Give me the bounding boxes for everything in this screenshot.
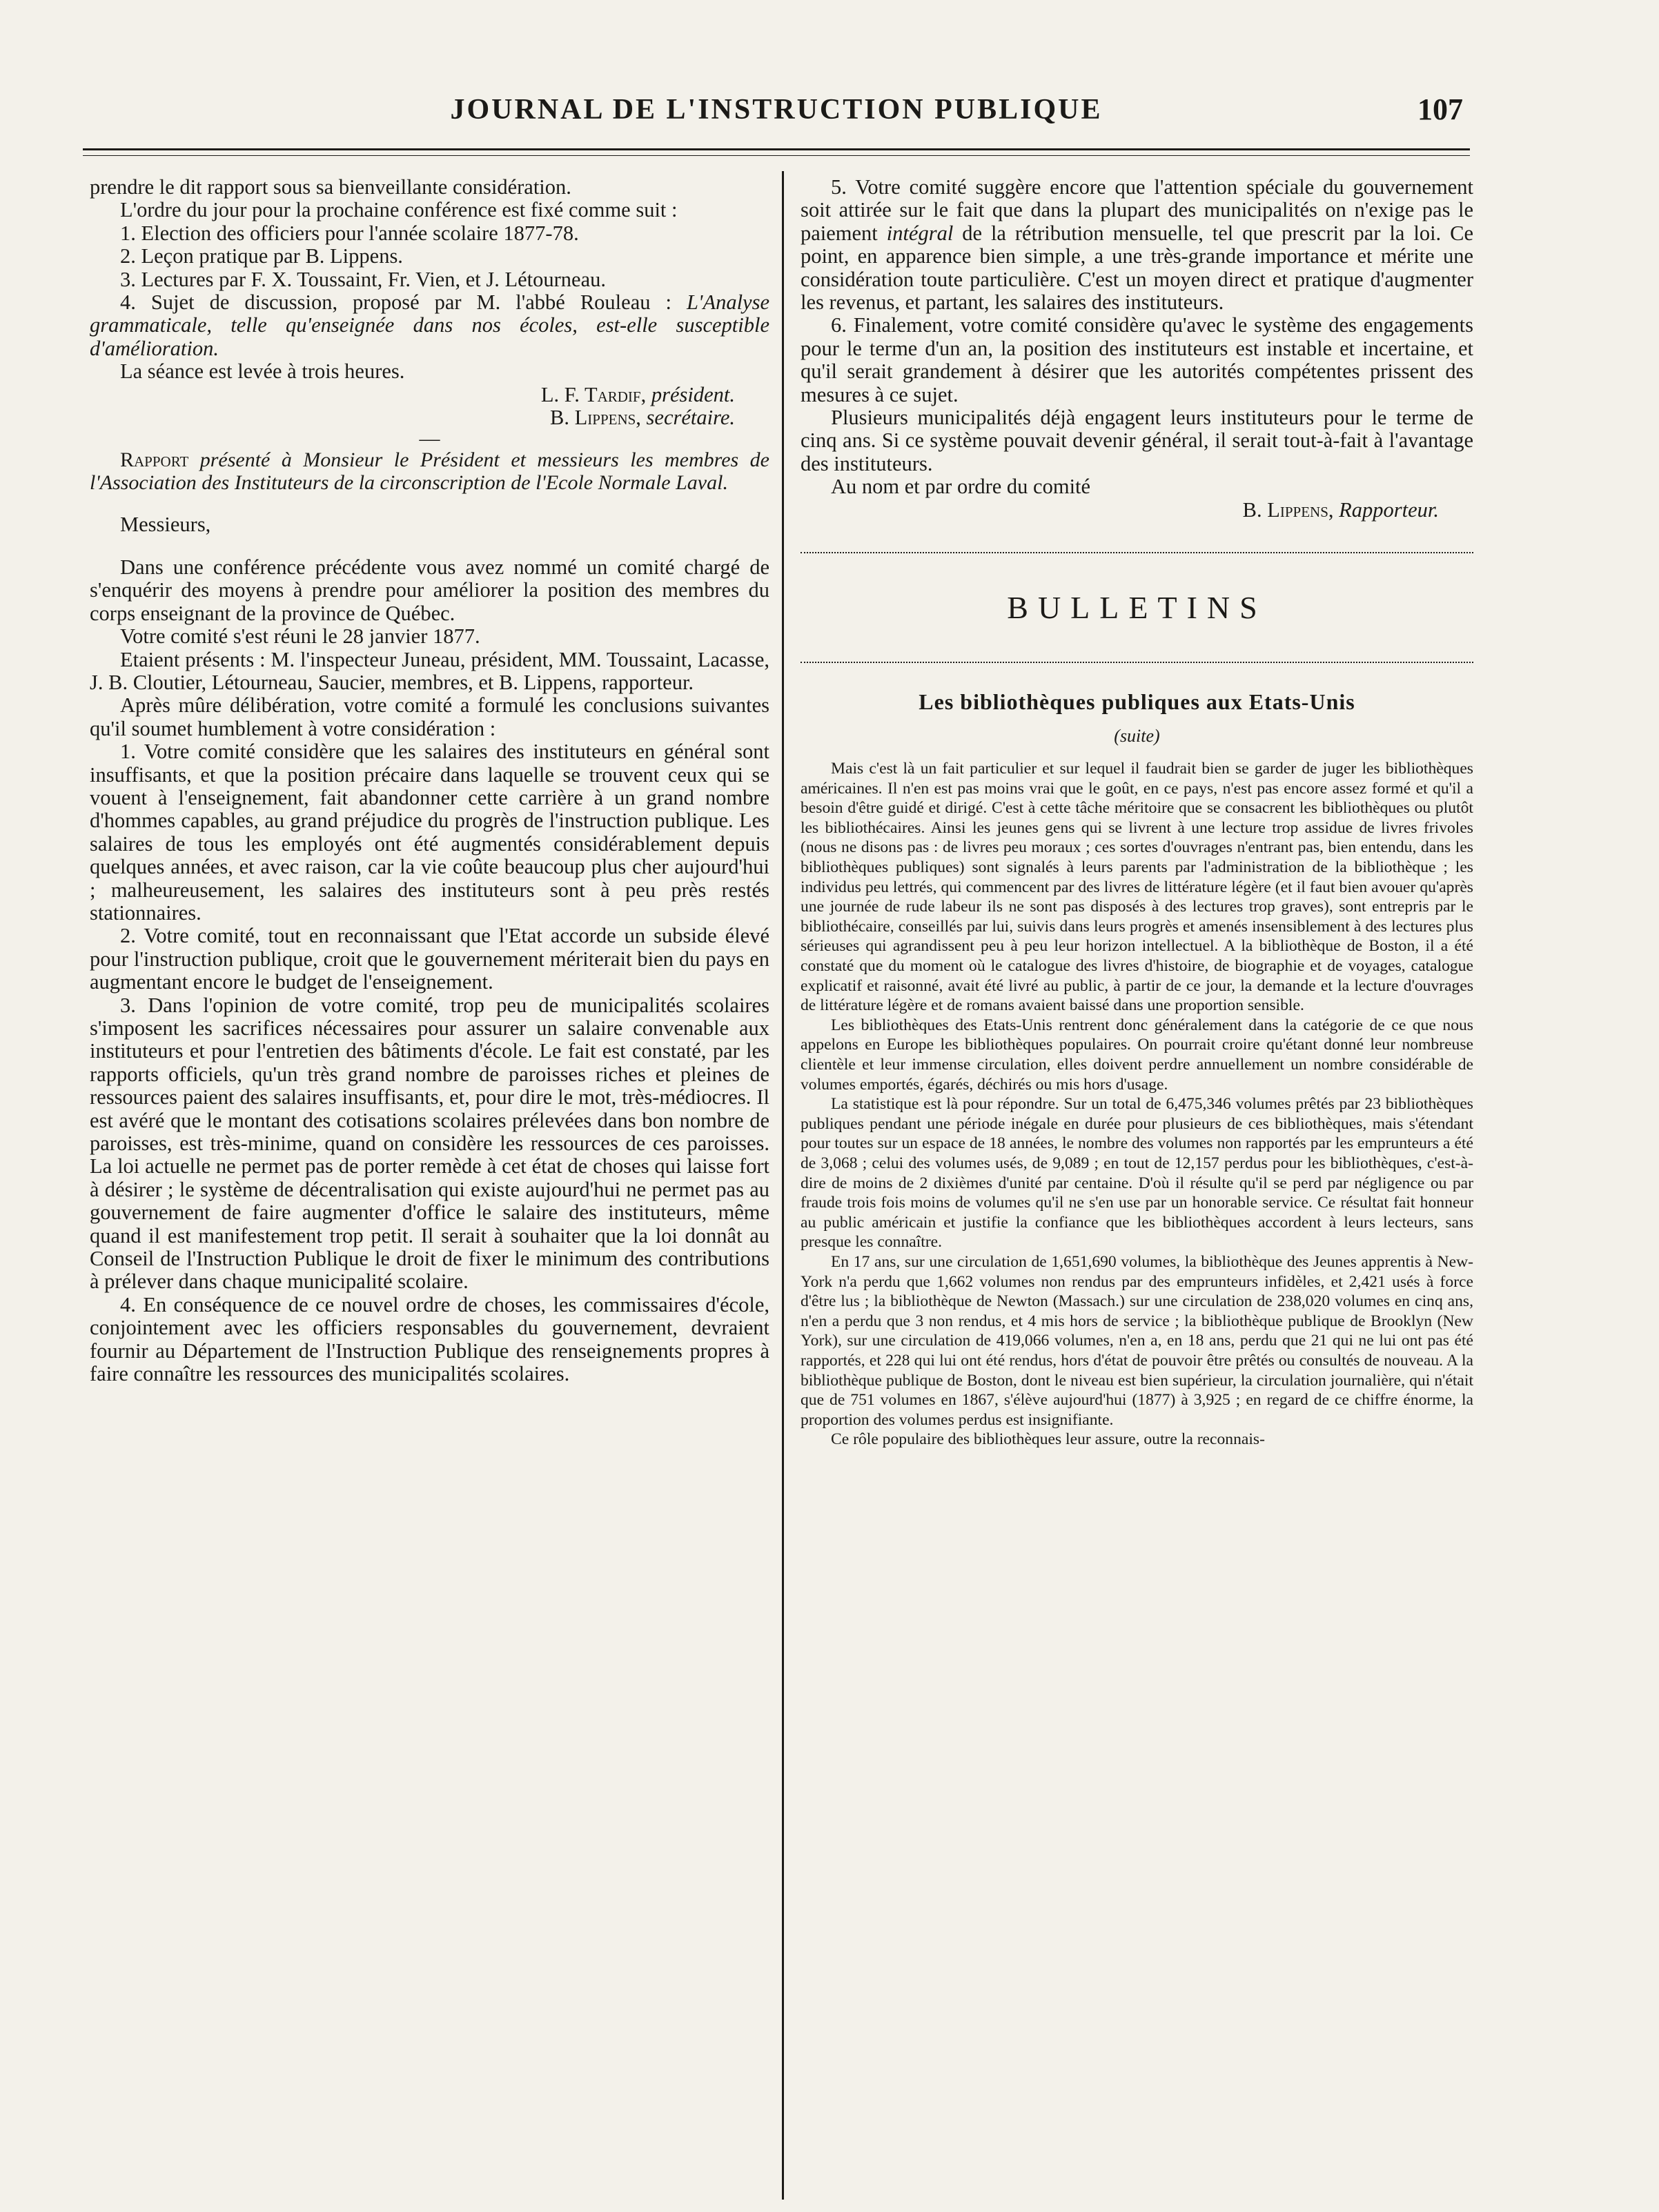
paragraph: Plusieurs municipalités déjà engagent leurs instituteurs pour le terme de cinq ans. Si ce système pouvait devenir général, il serait tout-à-fait à l'avantage des instituteurs. <box>801 406 1473 475</box>
page-header <box>83 86 1470 135</box>
text: de la rétribution mensuelle, tel que prescrit par la loi. Ce point, en apparence bien simple, a une très-grande importance et mérite une considération toute particulière. C'est un moyen direct et pratique d'augmenter les revenus, et partant, les salaires des instituteurs. <box>801 221 1473 315</box>
signature-name: L. F. Tardif, <box>540 382 647 406</box>
journal-title: JOURNAL DE L'INSTRUCTION PUBLIQUE <box>450 94 1103 126</box>
salutation: Messieurs, <box>120 513 211 537</box>
paragraph: Dans une conférence précédente vous avez nommé un comité chargé de s'enquérir des moyens à prendre pour améliorer la position des membres du corps enseignant de la province de Québec. <box>90 555 769 625</box>
article-paragraph: En 17 ans, sur une circulation de 1,651,690 volumes, la bibliothèque des Jeunes apprentis à New-York n'a perdu que 1,662 volumes non rendus par des emprunteurs infidèles, et 2,421 usés à force d'être lus ; la bibliothèque de Newton (Massach.) sur une circulation de 238,020 volumes en cinq ans, n'en a perdu que 3 non rendus, et 4 mis hors de service ; la bibliothèque publique de Brooklyn (New York), sur une circulation de 419,066 volumes, n'en a, en 18 ans, perdu que 21 qui ne lui ont pas été rapportés, et 228 qui lui ont été rendus, hors d'état de pouvoir être prêtés ou consultés de nouveau. A la bibliothèque publique de Boston, dont le niveau est bien supérieur, la circulation journalière, qui n'était que de 751 volumes en 1867, s'élève aujourd'hui (1877) à 3,925 ; en regard de ce chiffre énorme, la proportion des volumes perdus est insignifiante. <box>801 1252 1473 1429</box>
signature-secretary <box>90 406 769 429</box>
signature-name: B. Lippens, <box>1242 497 1334 522</box>
paragraph: 6. Finalement, votre comité considère qu'avec le système des engagements pour le terme d'un an, la position des instituteurs est instable et incertaine, et qu'il serait grandement à désirer que les autorités compétentes prissent des mesures à ce sujet. <box>801 313 1473 406</box>
article-title: Les bibliothèques publiques aux Etats-Unis <box>919 689 1355 715</box>
paragraph: 4. En conséquence de ce nouvel ordre de choses, les commissaires d'école, conjointement avec les officiers responsables du gouvernement, devraient fournir au Département de l'Instruction Publique des renseignements propres à faire connaître les ressources des municipalités scolaires. <box>90 1292 769 1386</box>
left-column <box>90 176 769 1386</box>
article-continued: (suite) <box>1114 726 1160 747</box>
bulletins-rule-top <box>801 552 1473 553</box>
report-heading <box>90 448 769 494</box>
page-number: 107 <box>1417 92 1463 126</box>
paragraph: prendre le dit rapport sous sa bienveillante considération. <box>90 175 571 199</box>
paragraph: 2. Leçon pratique par B. Lippens. <box>120 244 403 268</box>
paragraph: Etaient présents : M. l'inspecteur Juneau, président, MM. Toussaint, Lacasse, J. B. Cloutier, Létourneau, Saucier, membres, et B. Lippens, rapporteur. <box>90 647 769 694</box>
column-divider <box>782 171 784 2200</box>
paragraph: 1. Votre comité considère que les salaires des instituteurs en général sont insuffisants, et que la position précaire dans laquelle se trouvent ceux qui se vouent à l'enseignement, fait abandonner cette carrière à un grand nombre d'hommes capables, au grand préjudice du progrès de l'instruction publique. Les salaires de tous les employés ont été augmentés considérablement depuis quelques années, et avec raison, car la vie coûte beaucoup plus cher aujourd'hui ; malheureusement, les salaires des instituteurs sont à peu près restés stationnaires. <box>90 740 769 925</box>
paragraph: 2. Votre comité, tout en reconnaissant que l'Etat accorde un subside élevé pour l'instruction publique, croit que le gouvernement mériterait bien du pays en augmentant encore le budget de l'enseignement. <box>90 924 769 994</box>
paragraph <box>801 176 1473 314</box>
discussion-subject: L'Analyse grammaticale, telle qu'enseignée dans nos écoles, est-elle susceptible d'amélioration. <box>90 290 769 360</box>
text: 5. Votre comité suggère encore que l'attention spéciale du gouvernement soit attirée sur le fait que dans la plupart des municipalités on n'exige pas le paiement <box>801 175 1473 245</box>
bulletins-rule-bottom <box>801 662 1473 663</box>
article-paragraph: Ce rôle populaire des bibliothèques leur assure, outre la reconnais- <box>831 1430 1265 1449</box>
paragraph: 3. Lectures par F. X. Toussaint, Fr. Vien, et J. Létourneau. <box>120 267 607 291</box>
header-rule <box>83 148 1470 150</box>
report-heading-text: présenté à Monsieur le Président et messieurs les membres de l'Association des Instituteurs de la circonscription de l'Ecole Normale Laval. <box>90 448 769 495</box>
paragraph: Au nom et par ordre du comité <box>831 475 1091 499</box>
right-column <box>801 176 1473 1450</box>
article-paragraph: Les bibliothèques des Etats-Unis rentrent donc généralement dans la catégorie de ce que nous appelons en Europe les bibliothèques populaires. On pourrait croire qu'étant donné leur nombreuse clientèle et leur immense circulation, elles doivent perdre annuellement un nombre considérable de volumes emportés, égarés, déchirés ou mis hors d'usage. <box>801 1016 1473 1094</box>
paragraph <box>90 291 769 360</box>
emphasis: intégral <box>886 221 954 245</box>
article-paragraph: La statistique est là pour répondre. Sur un total de 6,475,346 volumes prêtés par 23 bibliothèques publiques pendant une période inégale en durée pour plusieurs de ces bibliothèques, mais s'étendant pour toutes sur un espace de 18 années, le nombre des volumes non rapportés par les emprunteurs a été de 3,068 ; celui des volumes usés, de 9,089 ; en tout de 12,157 perdus pour les bibliothèques, c'est-à-dire de moins de 2 dixièmes d'unité par centaine. D'où il résulte qu'il se perd par négligence ou par fraude trois fois moins de volumes qu'il ne s'en use par un honorable service. Ce résultat fait honneur au public américain et justifie la confiance que les bibliothèques accordent à leurs lecteurs, sans presque les connaître. <box>801 1095 1473 1252</box>
bulletins-heading: BULLETINS <box>1007 590 1267 626</box>
report-word: Rapport <box>120 448 189 472</box>
article-paragraph: Mais c'est là un fait particulier et sur lequel il faudrait bien se garder de juger les bibliothèques américaines. Il n'en est pas moins vrai que le goût, en ce pays, n'est pas encore assez formé et qu'il a besoin d'être guidé et dirigé. C'est à cette tâche méritoire que se consacrent les bibliothèques ou plutôt les bibliothécaires. Ainsi les jeunes gens qui se livrent à une lecture trop assidue de livres frivoles (nous ne disons pas : de livres peu moraux ; ces sortes d'ouvrages n'entrant pas, bien entendu, dans les bibliothèques publiques) sont signalés à leurs parents par l'administration de la bibliothèque ; les individus peu lettrés, qui commencent par des livres de littérature légère (et il faut bien avouer qu'après une journée de rude labeur ils ne sont pas disposés à des lectures trop graves), sont entrepris par le bibliothécaire, conseillés par lui, suivis dans leurs progrès et amenés insensiblement à des lectures plus sérieuses qui agrandissent peu à peu leur horizon intellectuel. A la bibliothèque de Boston, il a été constaté que du moment où le catalogue des livres d'histoire, de biographie et de voyages, catalogue explicatif et raisonné, avait été livré au public, à partir de ce jour, la demande et la lecture d'ouvrages de littérature légère et de romans avaient baissé dans une proportion sensible. <box>801 760 1473 1015</box>
paragraph: 3. Dans l'opinion de votre comité, trop peu de municipalités scolaires s'imposent les sacrifices nécessaires pour assurer un salaire convenable aux instituteurs et pour l'entretien des bâtiments d'école. Le fait est constaté, par les rapports officiels, qu'un très grand nombre de paroisses riches et pleines de ressources paient des salaires insuffisants, et, pour dire le mot, très-médiocres. Il est avéré que le montant des cotisations scolaires prélevées dans bon nombre de paroisses, est très-minime, quand on considère les ressources de ces paroisses. La loi actuelle ne permet pas de porter remède à cet état de choses qui laisse fort à désirer ; le système de décentralisation qui existe aujourd'hui ne permet pas au gouvernement de faire augmenter d'office le salaire des instituteurs, même quand il est manifestement trop petit. Il serait à souhaiter que la loi donnât au Conseil de l'Instruction Publique le droit de fixer le minimum des contributions à prélever dans chaque municipalité scolaire. <box>90 993 769 1294</box>
paragraph: La séance est levée à trois heures. <box>120 359 405 384</box>
signature-role: président. <box>646 382 735 406</box>
spacer <box>90 494 769 513</box>
header-rule-thin <box>83 155 1470 156</box>
discussion-text: 4. Sujet de discussion, proposé par M. l'abbé Rouleau : <box>120 290 687 315</box>
signature-president <box>90 384 769 406</box>
signature-name: B. Lippens, <box>550 406 641 430</box>
paragraph: 1. Election des officiers pour l'année scolaire 1877-78. <box>120 221 579 245</box>
separator-dash: — <box>419 427 440 451</box>
paragraph: L'ordre du jour pour la prochaine conférence est fixé comme suit : <box>120 198 678 222</box>
paragraph: Après mûre délibération, votre comité a formulé les conclusions suivantes qu'il soumet humblement à votre considération : <box>90 693 769 740</box>
signature-rapporteur <box>801 499 1473 522</box>
signature-role: Rapporteur. <box>1333 497 1439 522</box>
spacer <box>90 537 769 556</box>
paragraph: Votre comité s'est réuni le 28 janvier 1877. <box>120 624 480 649</box>
signature-role: secrétaire. <box>640 406 735 430</box>
